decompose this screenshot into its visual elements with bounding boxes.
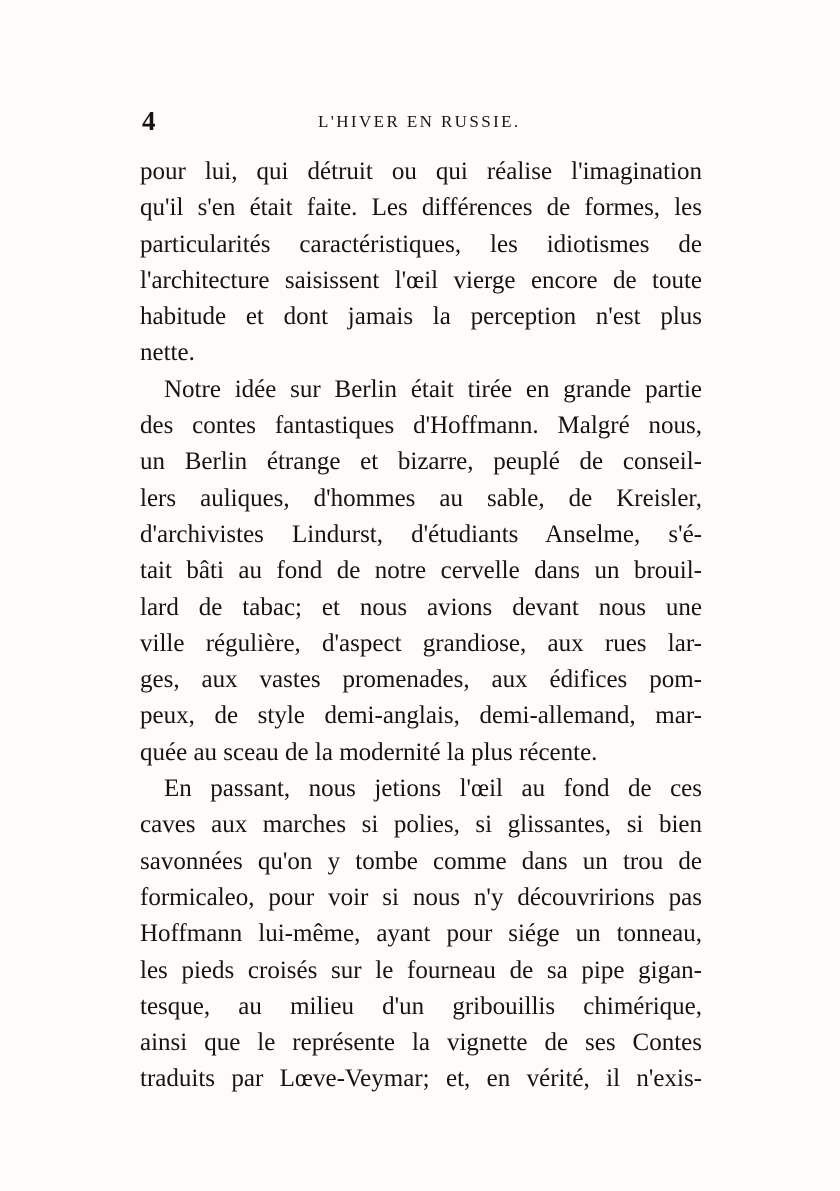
text-line: caves aux marches si polies, si glissantes, si bien: [140, 811, 702, 839]
text-line: formicaleo, pour voir si nous n'y découvririons pas: [140, 883, 702, 911]
text-line: les pieds croisés sur le fourneau de sa pipe gigan-: [140, 956, 702, 984]
text-line: ainsi que le représente la vignette de ses Contes: [140, 1029, 702, 1057]
paragraph-2: [140, 372, 702, 771]
text-line: lard de tabac; et nous avions devant nous une: [140, 593, 702, 621]
text-line: l'architecture saisissent l'œil vierge encore de toute: [140, 266, 702, 294]
text-line: habitude et dont jamais la perception n'est plus: [140, 303, 702, 331]
page-number: 4: [142, 106, 156, 136]
running-head: [138, 106, 704, 136]
paragraph-3: [140, 771, 702, 1098]
text-line: pour lui, qui détruit ou qui réalise l'imagination: [140, 158, 702, 185]
text-line: peux, de style demi-anglais, demi-allemand, mar-: [140, 702, 702, 730]
text-line: ges, aux vastes promenades, aux édifices pom-: [140, 666, 702, 694]
text-line: savonnées qu'on y tombe comme dans un trou de: [140, 847, 702, 875]
text-line: ville régulière, d'aspect grandiose, aux rues lar-: [140, 629, 702, 657]
text-line: des contes fantastiques d'Hoffmann. Malgré nous,: [140, 412, 702, 440]
text-line: un Berlin étrange et bizarre, peuplé de conseil-: [140, 448, 702, 476]
text-line: d'archivistes Lindurst, d'étudiants Anselme, s'é-: [140, 520, 702, 548]
text-line: tesque, au milieu d'un gribouillis chimérique,: [140, 992, 702, 1020]
text-line: Notre idée sur Berlin était tirée en grande partie: [164, 375, 702, 403]
running-title: L'HIVER EN RUSSIE.: [318, 112, 521, 131]
text-line: En passant, nous jetions l'œil au fond de ces: [164, 775, 702, 803]
body-text: [140, 154, 702, 1098]
text-line: traduits par Lœve-Veymar; et, en vérité, il n'exis-: [140, 1065, 702, 1093]
text-line: nette.: [140, 339, 195, 367]
text-line: particularités caractéristiques, les idiotismes de: [140, 230, 702, 258]
text-line: qu'il s'en était faite. Les différences de formes, les: [140, 194, 702, 222]
paragraph-1: [140, 154, 702, 372]
text-line: lers auliques, d'hommes au sable, de Kreisler,: [140, 484, 702, 512]
text-line: tait bâti au fond de notre cervelle dans un brouil-: [140, 557, 702, 585]
text-line: quée au sceau de la modernité la plus récente.: [140, 738, 598, 766]
text-line: Hoffmann lui-même, ayant pour siége un tonneau,: [140, 920, 702, 948]
